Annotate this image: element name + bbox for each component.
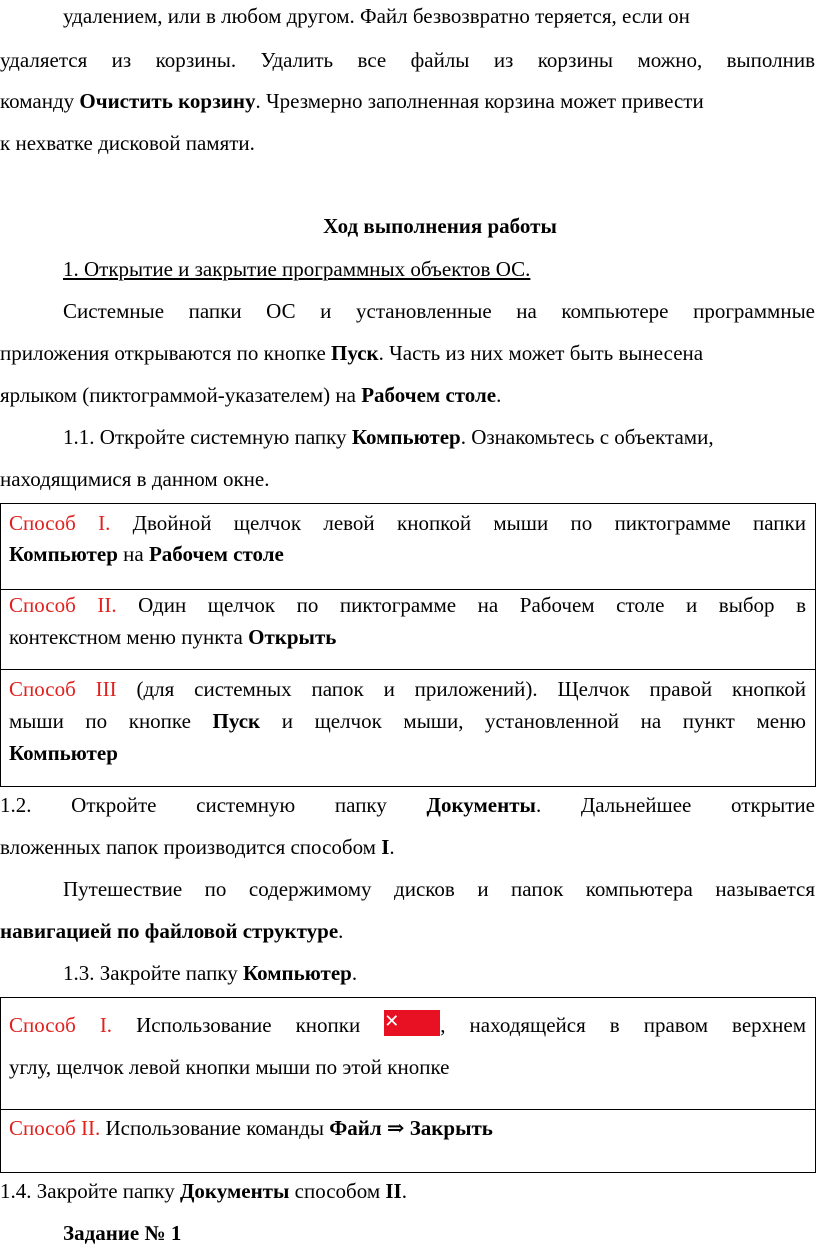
table1-row3-line3: [9, 740, 118, 766]
table2-row2-line1: [9, 1115, 493, 1141]
text: Использование команды: [100, 1116, 330, 1140]
bold-text: Очистить корзину: [79, 89, 256, 113]
text: 1.3. Закройте папку: [63, 961, 243, 985]
bold-text: Рабочем столе: [361, 383, 497, 407]
p3-line2: [0, 918, 343, 944]
text: удалением, или в любом другом. Файл безвозвратно теряется, если он: [63, 4, 690, 28]
bold-text: Компьютер: [351, 425, 461, 449]
text: Один щелчок по пиктограмме на Рабочем столе и выбор в: [138, 593, 807, 617]
section-1-title: 1. Открытие и закрытие программных объектов ОС.: [63, 257, 531, 281]
method-label: Способ III: [9, 677, 117, 701]
step-1-3: [63, 960, 357, 986]
step-1-1-line1: [63, 424, 714, 450]
task-title: [63, 1220, 181, 1246]
table1-row2-line1: [9, 592, 806, 618]
p1-line2: удаляется из корзины. Удалить все файлы из корзины можно, выполнив: [0, 48, 815, 72]
text: ярлыком (пиктограммой-указателем) на: [0, 383, 362, 407]
text: контекстном меню пункта: [9, 625, 249, 649]
table1-row3-line1: [9, 676, 806, 702]
step-1-4: [0, 1178, 407, 1204]
p2-line3: [0, 382, 501, 408]
table2-row1-line2: углу, щелчок левой кнопки мыши по этой кнопке: [9, 1055, 450, 1079]
text: на: [117, 542, 149, 566]
text: . Дальнейшее открытие: [535, 793, 815, 817]
table1-row2-line2: [9, 624, 336, 650]
text: . Ознакомьтесь с объектами,: [460, 425, 714, 449]
row-divider: [1, 669, 815, 670]
text: способом: [289, 1179, 386, 1203]
bold-text: Задание № 1: [63, 1221, 182, 1245]
bold-text: Рабочем столе: [148, 542, 284, 566]
bold-text: Компьютер: [9, 741, 118, 765]
bold-text: Документы: [426, 793, 536, 817]
bold-text: Открыть: [248, 625, 337, 649]
heading-text: Ход выполнения работы: [323, 214, 557, 238]
text: 1.1. Откройте системную папку: [63, 425, 352, 449]
text: команду: [0, 89, 80, 113]
table1-row3-line2: [9, 708, 806, 734]
bold-text: Компьютер: [9, 542, 118, 566]
text: (для системных папок и приложений). Щелчок правой кнопкой: [136, 677, 807, 701]
bold-text: Компьютер: [242, 961, 352, 985]
p1-line3: [0, 88, 704, 114]
step-1-1-line2: находящимися в данном окне.: [0, 467, 270, 491]
text: . Чрезмерно заполненная корзина может привести: [255, 89, 704, 113]
p3-line1: Путешествие по содержимому дисков и папок компьютера называется: [63, 877, 815, 901]
bold-text: Документы: [179, 1179, 290, 1203]
text: . Часть из них может быть вынесена: [378, 341, 704, 365]
section-heading: [0, 213, 816, 239]
text: , находящейся в правом верхнем: [440, 1013, 806, 1037]
p2-line1: Системные папки ОС и установленные на компьютере программные: [63, 299, 815, 323]
text: .: [338, 919, 344, 943]
p2-line2: [0, 340, 703, 366]
bold-text: навигацией по файловой структуре: [0, 919, 339, 943]
table1-row1-line1: [9, 510, 806, 536]
method-label: Способ I.: [9, 1013, 113, 1037]
text: Двойной щелчок левой кнопкой мыши по пиктограмме папки: [132, 511, 806, 535]
text: .: [401, 1179, 407, 1203]
text: .: [351, 961, 358, 985]
text: .: [389, 835, 395, 859]
text: 1.2. Откройте системную папку: [0, 793, 427, 817]
close-button-icon: ✕: [384, 1010, 440, 1036]
bold-text: I: [381, 835, 390, 859]
bold-text: Файл ⇒ Закрыть: [329, 1116, 493, 1140]
text: приложения открываются по кнопке: [0, 341, 332, 365]
bold-text: Пуск: [331, 341, 379, 365]
text: и щелчок мыши, установленной на пункт меню: [260, 709, 806, 733]
method-label: Способ I.: [9, 511, 111, 535]
table1-row1-line2: [9, 541, 284, 567]
text: Использование кнопки: [136, 1013, 361, 1037]
table2-row1-line1: [9, 1012, 806, 1040]
text: .: [496, 383, 502, 407]
p1-line4: к нехватке дисковой памяти.: [0, 131, 255, 155]
method-label: Способ II.: [9, 1116, 101, 1140]
p1-line1: [63, 3, 815, 29]
bold-text: Пуск: [212, 709, 261, 733]
step-1-2-line1: [0, 792, 815, 818]
method-label: Способ II.: [9, 593, 117, 617]
text: вложенных папок производится способом: [0, 835, 382, 859]
text: мыши по кнопке: [9, 709, 213, 733]
text: 1.4. Закройте папку: [0, 1179, 180, 1203]
bold-text: II: [385, 1179, 402, 1203]
row-divider: [1, 1109, 815, 1110]
row-divider: [1, 589, 815, 590]
step-1-2-line2: [0, 834, 395, 860]
